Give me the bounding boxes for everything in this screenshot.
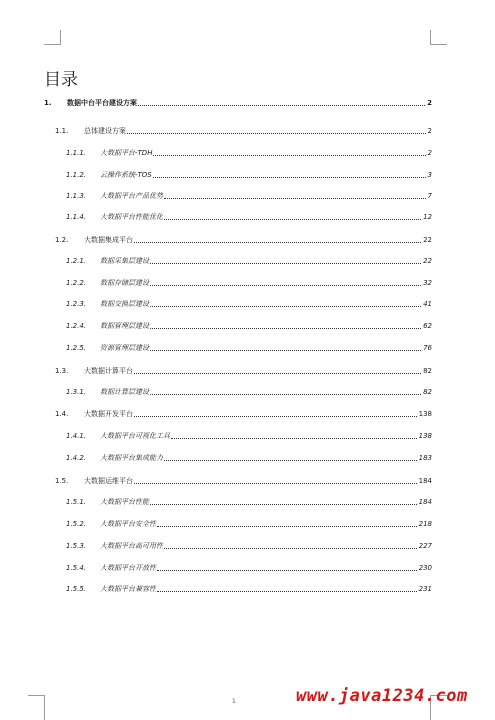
toc-leader-dots bbox=[153, 155, 425, 156]
toc-entry-label: 数据计算层建设 bbox=[100, 388, 149, 396]
toc-leader-dots bbox=[157, 591, 417, 592]
toc-leader-dots bbox=[138, 105, 425, 106]
toc-entry-label: 资源管理层建设 bbox=[100, 344, 149, 352]
toc-entry[interactable] bbox=[66, 319, 432, 331]
toc-entry-number: 1.1.3. bbox=[66, 192, 87, 200]
toc-entry-number: 1.2. bbox=[55, 236, 69, 244]
toc-entry-number: 1.5.5. bbox=[66, 585, 87, 593]
toc-entry-page: 2 bbox=[427, 99, 432, 107]
toc-entry-number: 1.5.3. bbox=[66, 542, 87, 550]
toc-entry-page: 22 bbox=[423, 236, 432, 244]
toc-entry-label: 云操作系统-TOS bbox=[100, 171, 152, 179]
toc-entry-label: 大数据平台性能优化 bbox=[100, 213, 163, 221]
toc-entry[interactable] bbox=[66, 341, 432, 353]
toc-entry-number: 1.2.2. bbox=[66, 279, 87, 287]
toc-entry-page: 32 bbox=[423, 279, 432, 287]
toc-entry[interactable] bbox=[66, 539, 432, 551]
toc-entry-number: 1.5.2. bbox=[66, 520, 87, 528]
toc-entry-number: 1.1.4. bbox=[66, 213, 87, 221]
toc-entry[interactable] bbox=[55, 474, 432, 486]
toc-leader-dots bbox=[150, 350, 421, 351]
toc-entry-number: 1.4.1. bbox=[66, 432, 87, 440]
toc-entry-number: 1.5.4. bbox=[66, 564, 87, 572]
toc-entry-label: 大数据开发平台 bbox=[84, 410, 133, 418]
toc-entry-page: 41 bbox=[423, 300, 432, 308]
toc-leader-dots bbox=[150, 263, 421, 264]
page-number: 1 bbox=[232, 698, 236, 705]
toc-entry-page: 7 bbox=[427, 192, 432, 200]
toc-entry-number: 1.2.5. bbox=[66, 344, 87, 352]
toc-leader-dots bbox=[134, 242, 421, 243]
toc-entry[interactable] bbox=[44, 96, 432, 108]
toc-leader-dots bbox=[157, 526, 417, 527]
toc-leader-dots bbox=[171, 438, 417, 439]
toc-entry-page: 184 bbox=[418, 498, 432, 506]
toc-entry[interactable] bbox=[55, 364, 432, 376]
toc-leader-dots bbox=[150, 394, 421, 395]
crop-mark-bottom-left bbox=[28, 695, 45, 720]
toc-entry-page: 218 bbox=[418, 520, 432, 528]
toc-entry-number: 1.3.1. bbox=[66, 388, 87, 396]
toc-entry-number: 1.4. bbox=[55, 410, 69, 418]
toc-entry-number: 1.1.1. bbox=[66, 149, 87, 157]
toc-entry-label: 数据中台平台建设方案 bbox=[67, 99, 137, 107]
toc-entry[interactable] bbox=[66, 276, 432, 288]
toc-entry[interactable] bbox=[66, 582, 432, 594]
toc-leader-dots bbox=[164, 219, 421, 220]
toc-entry[interactable] bbox=[55, 124, 432, 136]
toc-entry-label: 大数据平台开放性 bbox=[100, 564, 156, 572]
toc-entry-page: 82 bbox=[423, 388, 432, 396]
toc-entry-label: 大数据平台可视化工具 bbox=[100, 432, 170, 440]
toc-entry[interactable] bbox=[66, 210, 432, 222]
toc-entry[interactable] bbox=[66, 189, 432, 201]
toc-entry-label: 数据存储层建设 bbox=[100, 279, 149, 287]
toc-entry-page: 62 bbox=[423, 322, 432, 330]
toc-entry[interactable] bbox=[66, 168, 432, 180]
toc-entry-page: 3 bbox=[427, 171, 432, 179]
toc-entry[interactable] bbox=[66, 297, 432, 309]
toc-leader-dots bbox=[127, 133, 426, 134]
toc-entry[interactable] bbox=[55, 233, 432, 245]
toc-entry-page: 231 bbox=[418, 585, 432, 593]
toc-entry-page: 184 bbox=[418, 477, 432, 485]
toc-entry-label: 大数据运维平台 bbox=[84, 477, 133, 485]
toc-entry[interactable] bbox=[66, 517, 432, 529]
toc-title: 目录 bbox=[44, 70, 78, 91]
toc-entry[interactable] bbox=[66, 146, 432, 158]
toc-leader-dots bbox=[164, 548, 417, 549]
toc-entry-page: 2 bbox=[427, 149, 432, 157]
toc-entry-label: 大数据平台集成能力 bbox=[100, 454, 163, 462]
toc-leader-dots bbox=[150, 504, 417, 505]
toc-entry-number: 1.1. bbox=[55, 127, 69, 135]
toc-entry-number: 1.2.3. bbox=[66, 300, 87, 308]
toc-entry-number: 1.5.1. bbox=[66, 498, 87, 506]
toc-entry-label: 数据采集层建设 bbox=[100, 257, 149, 265]
toc-entry-page: 2 bbox=[427, 127, 432, 135]
toc-entry-label: 大数据平台-TDH bbox=[100, 149, 153, 157]
toc-entry[interactable] bbox=[66, 495, 432, 507]
toc-entry-label: 数据交换层建设 bbox=[100, 300, 149, 308]
toc-entry-page: 22 bbox=[423, 257, 432, 265]
toc-entry-number: 1.1.2. bbox=[66, 171, 87, 179]
toc-entry-number: 1. bbox=[44, 99, 52, 107]
crop-mark-top-left bbox=[44, 30, 61, 45]
toc-entry-number: 1.3. bbox=[55, 367, 69, 375]
toc-leader-dots bbox=[134, 483, 417, 484]
toc-entry-page: 227 bbox=[418, 542, 432, 550]
toc-entry-label: 大数据平台高可用性 bbox=[100, 542, 163, 550]
toc-entry[interactable] bbox=[66, 385, 432, 397]
toc-leader-dots bbox=[134, 416, 417, 417]
toc-entry-page: 138 bbox=[418, 432, 432, 440]
toc-entry-label: 大数据集成平台 bbox=[84, 236, 133, 244]
toc-leader-dots bbox=[157, 570, 417, 571]
toc-entry-label: 大数据平台产品优势 bbox=[100, 192, 163, 200]
watermark-logo: www.java1234.com bbox=[296, 686, 468, 706]
toc-entry[interactable] bbox=[66, 429, 432, 441]
toc-leader-dots bbox=[134, 373, 421, 374]
toc-leader-dots bbox=[153, 177, 426, 178]
toc-entry-page: 138 bbox=[418, 410, 432, 418]
toc-entry-label: 大数据平台安全性 bbox=[100, 520, 156, 528]
toc-entry-page: 82 bbox=[423, 367, 432, 375]
toc-entry[interactable] bbox=[66, 254, 432, 266]
toc-entry-label: 数据管理层建设 bbox=[100, 322, 149, 330]
toc-entry-label: 大数据平台性能 bbox=[100, 498, 149, 506]
crop-mark-top-right bbox=[430, 30, 447, 45]
toc-entry-number: 1.4.2. bbox=[66, 454, 87, 462]
toc-leader-dots bbox=[164, 198, 426, 199]
toc-entry-page: 76 bbox=[423, 344, 432, 352]
toc-leader-dots bbox=[150, 285, 421, 286]
toc-entry-number: 1.2.4. bbox=[66, 322, 87, 330]
toc-entry-label: 大数据平台兼容性 bbox=[100, 585, 156, 593]
toc-leader-dots bbox=[164, 460, 417, 461]
toc-leader-dots bbox=[150, 306, 421, 307]
toc-entry[interactable] bbox=[66, 561, 432, 573]
toc-entry-page: 12 bbox=[423, 213, 432, 221]
toc-entry[interactable] bbox=[55, 407, 432, 419]
toc-entry-number: 1.2.1. bbox=[66, 257, 87, 265]
toc-entry-label: 大数据计算平台 bbox=[84, 367, 133, 375]
toc-entry-page: 230 bbox=[418, 564, 432, 572]
toc-entry-label: 总体建设方案 bbox=[84, 127, 126, 135]
toc-entry-page: 183 bbox=[418, 454, 432, 462]
toc-entry[interactable] bbox=[66, 451, 432, 463]
toc-leader-dots bbox=[150, 328, 421, 329]
toc-entry-number: 1.5. bbox=[55, 477, 69, 485]
